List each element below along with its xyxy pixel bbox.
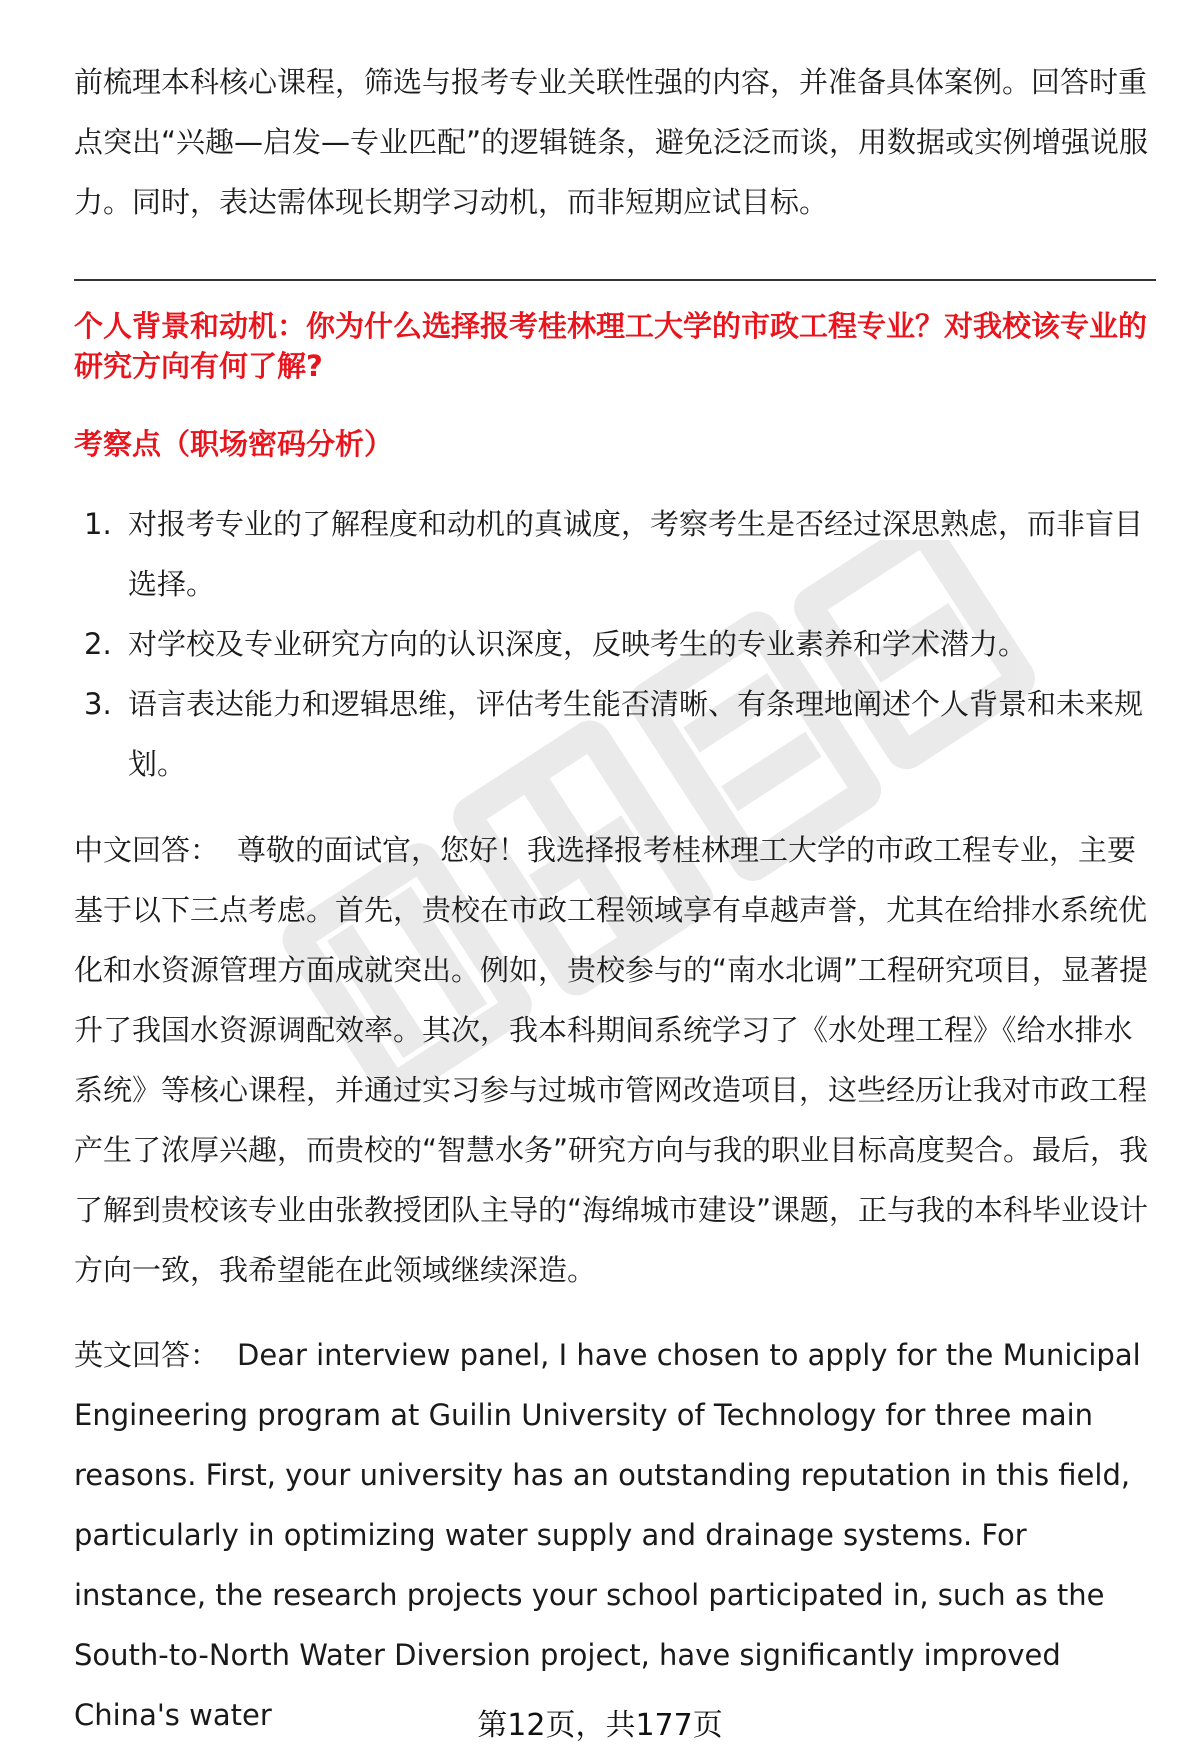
- list-item: [74, 674, 1154, 794]
- intro-paragraph: 前梳理本科核心课程，筛选与报考专业关联性强的内容，并准备具体案例。回答时重点突出“兴趣—启发—专业匹配”的逻辑链条，避免泛泛而谈，用数据或实例增强说服力。同时，表达需体现长期学习动机，而非短期应试目标。: [74, 65, 1149, 219]
- chinese-answer-label: 中文回答：: [74, 833, 220, 867]
- section-divider: [74, 279, 1156, 281]
- assessment-points-list: [74, 494, 1154, 794]
- english-answer-text: Dear interview panel, I have chosen to apply for the Municipal Engineering program at Guilin University of Technology for three main reasons. First, your university has an outstanding reputation in this field, particularly in optimizing water supply and drainage systems. For instance, the research projects your school participated in, such as the South-to-North Water Diversion project, have significantly improved China's water: [74, 1338, 1141, 1732]
- assessment-subheading: 考察点（职场密码分析）: [74, 427, 394, 461]
- list-number: 2.: [84, 627, 112, 661]
- list-number: 3.: [84, 687, 112, 721]
- chinese-answer-text: 尊敬的面试官，您好！我选择报考桂林理工大学的市政工程专业，主要基于以下三点考虑。首先，贵校在市政工程领域享有卓越声誉，尤其在给排水系统优化和水资源管理方面成就突出。例如，贵校参与的“南水北调”工程研究项目，显著提升了我国水资源调配效率。其次，我本科期间系统学习了《水处理工程》《给水排水系统》等核心课程，并通过实习参与过城市管网改造项目，这些经历让我对市政工程产生了浓厚兴趣，而贵校的“智慧水务”研究方向与我的职业目标高度契合。最后，我了解到贵校该专业由张教授团队主导的“海绵城市建设”课题，正与我的本科毕业设计方向一致，我希望能在此领域继续深造。: [74, 833, 1149, 1287]
- list-number: 1.: [84, 507, 112, 541]
- page-number-footer: 第12页，共177页: [477, 1708, 723, 1743]
- list-item-text: 对报考专业的了解程度和动机的真诚度，考察考生是否经过深思熟虑，而非盲目选择。: [128, 507, 1144, 601]
- english-answer: [74, 1325, 1154, 1745]
- question-heading: 个人背景和动机：你为什么选择报考桂林理工大学的市政工程专业？对我校该专业的研究方向有何了解?: [74, 309, 1148, 383]
- list-item: [74, 614, 1154, 674]
- english-answer-label: 英文回答：: [74, 1338, 220, 1372]
- list-item-text: 对学校及专业研究方向的认识深度，反映考生的专业素养和学术潜力。: [128, 627, 1028, 661]
- list-item: [74, 494, 1154, 614]
- list-item-text: 语言表达能力和逻辑思维，评估考生能否清晰、有条理地阐述个人背景和未来规划。: [128, 687, 1144, 781]
- chinese-answer: [74, 820, 1154, 1300]
